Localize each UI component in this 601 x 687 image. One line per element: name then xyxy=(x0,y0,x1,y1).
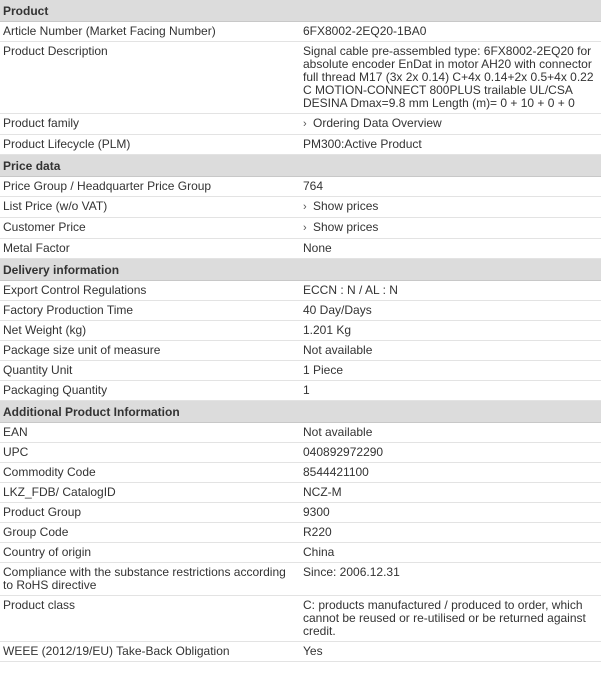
section-header-additional-product-information xyxy=(0,401,601,423)
spec-value-link-text: Show prices xyxy=(313,199,379,213)
spec-label: Metal Factor xyxy=(0,239,300,259)
spec-row-list-price-w-o-vat xyxy=(0,197,601,218)
spec-value: None xyxy=(300,239,601,259)
spec-label: Factory Production Time xyxy=(0,301,300,321)
spec-value-link[interactable] xyxy=(303,199,378,213)
spec-value-link[interactable] xyxy=(303,220,378,234)
spec-row-product-lifecycle-plm xyxy=(0,135,601,155)
spec-row-group-code xyxy=(0,523,601,543)
spec-value: PM300:Active Product xyxy=(300,135,601,155)
spec-value: 1 xyxy=(300,381,601,401)
chevron-right-icon: › xyxy=(303,222,307,234)
spec-row-price-group-headquarter-price-group xyxy=(0,177,601,197)
spec-row-product-description xyxy=(0,42,601,114)
spec-label: Net Weight (kg) xyxy=(0,321,300,341)
spec-value: C: products manufactured / produced to order, which cannot be reused or re-utilised or be returned against credit. xyxy=(300,596,601,642)
spec-value: 40 Day/Days xyxy=(300,301,601,321)
chevron-right-icon: › xyxy=(303,118,307,130)
section-title: Additional Product Information xyxy=(0,401,601,423)
spec-label: Price Group / Headquarter Price Group xyxy=(0,177,300,197)
spec-value: 1 Piece xyxy=(300,361,601,381)
spec-value-cell xyxy=(300,114,601,135)
spec-value: 764 xyxy=(300,177,601,197)
spec-label: WEEE (2012/19/EU) Take-Back Obligation xyxy=(0,642,300,662)
spec-row-product-class xyxy=(0,596,601,642)
spec-label: LKZ_FDB/ CatalogID xyxy=(0,483,300,503)
spec-row-commodity-code xyxy=(0,463,601,483)
spec-value: 040892972290 xyxy=(300,443,601,463)
spec-row-lkz-fdb-catalogid xyxy=(0,483,601,503)
spec-label: List Price (w/o VAT) xyxy=(0,197,300,218)
chevron-right-icon: › xyxy=(303,201,307,213)
section-title: Product xyxy=(0,0,601,22)
spec-value: ECCN : N / AL : N xyxy=(300,281,601,301)
spec-label: EAN xyxy=(0,423,300,443)
spec-label: Product Lifecycle (PLM) xyxy=(0,135,300,155)
section-title: Price data xyxy=(0,155,601,177)
spec-label: Country of origin xyxy=(0,543,300,563)
spec-row-product-family xyxy=(0,114,601,135)
spec-value: Not available xyxy=(300,423,601,443)
spec-row-article-number-market-facing-number xyxy=(0,22,601,42)
spec-value: Signal cable pre-assembled type: 6FX8002-2EQ20 for absolute encoder EnDat in motor AH20 with connector full thread M17 (3x 2x 0.14) C+4x 0.14+2x 0.5+4x 0.22 C MOTION-CONNECT 800PLUS trailable UL/CSA DESINA Dmax=9.8 mm Length (m)= 0 + 10 + 0 + 0 xyxy=(300,42,601,114)
spec-row-package-size-unit-of-measure xyxy=(0,341,601,361)
spec-label: Article Number (Market Facing Number) xyxy=(0,22,300,42)
spec-value: China xyxy=(300,543,601,563)
spec-label: Packaging Quantity xyxy=(0,381,300,401)
section-title: Delivery information xyxy=(0,259,601,281)
spec-row-compliance-with-the-substance-restrictions-according-to-rohs-directive xyxy=(0,563,601,596)
spec-label: Commodity Code xyxy=(0,463,300,483)
spec-row-upc xyxy=(0,443,601,463)
spec-value: 1.201 Kg xyxy=(300,321,601,341)
spec-label: Product family xyxy=(0,114,300,135)
spec-row-country-of-origin xyxy=(0,543,601,563)
spec-value-cell xyxy=(300,218,601,239)
spec-value: NCZ-M xyxy=(300,483,601,503)
spec-value: Yes xyxy=(300,642,601,662)
section-header-price-data xyxy=(0,155,601,177)
spec-row-net-weight-kg xyxy=(0,321,601,341)
spec-label: Product Description xyxy=(0,42,300,114)
spec-row-packaging-quantity xyxy=(0,381,601,401)
spec-value-link-text: Ordering Data Overview xyxy=(313,116,442,130)
spec-value: R220 xyxy=(300,523,601,543)
spec-value-cell xyxy=(300,197,601,218)
spec-value: 6FX8002-2EQ20-1BA0 xyxy=(300,22,601,42)
section-header-delivery-information xyxy=(0,259,601,281)
spec-label: Quantity Unit xyxy=(0,361,300,381)
spec-row-product-group xyxy=(0,503,601,523)
spec-label: Group Code xyxy=(0,523,300,543)
spec-label: Product Group xyxy=(0,503,300,523)
spec-label: Product class xyxy=(0,596,300,642)
spec-row-customer-price xyxy=(0,218,601,239)
spec-row-factory-production-time xyxy=(0,301,601,321)
section-header-product xyxy=(0,0,601,22)
spec-value: 9300 xyxy=(300,503,601,523)
spec-value: Not available xyxy=(300,341,601,361)
spec-value-link-text: Show prices xyxy=(313,220,379,234)
spec-label: Compliance with the substance restrictions according to RoHS directive xyxy=(0,563,300,596)
spec-row-export-control-regulations xyxy=(0,281,601,301)
spec-row-ean xyxy=(0,423,601,443)
spec-label: UPC xyxy=(0,443,300,463)
spec-row-weee-2012-19-eu-take-back-obligation xyxy=(0,642,601,662)
spec-label: Customer Price xyxy=(0,218,300,239)
spec-value: 8544421100 xyxy=(300,463,601,483)
spec-value: Since: 2006.12.31 xyxy=(300,563,601,596)
spec-row-metal-factor xyxy=(0,239,601,259)
spec-value-link[interactable] xyxy=(303,116,442,130)
spec-row-quantity-unit xyxy=(0,361,601,381)
spec-label: Package size unit of measure xyxy=(0,341,300,361)
spec-label: Export Control Regulations xyxy=(0,281,300,301)
